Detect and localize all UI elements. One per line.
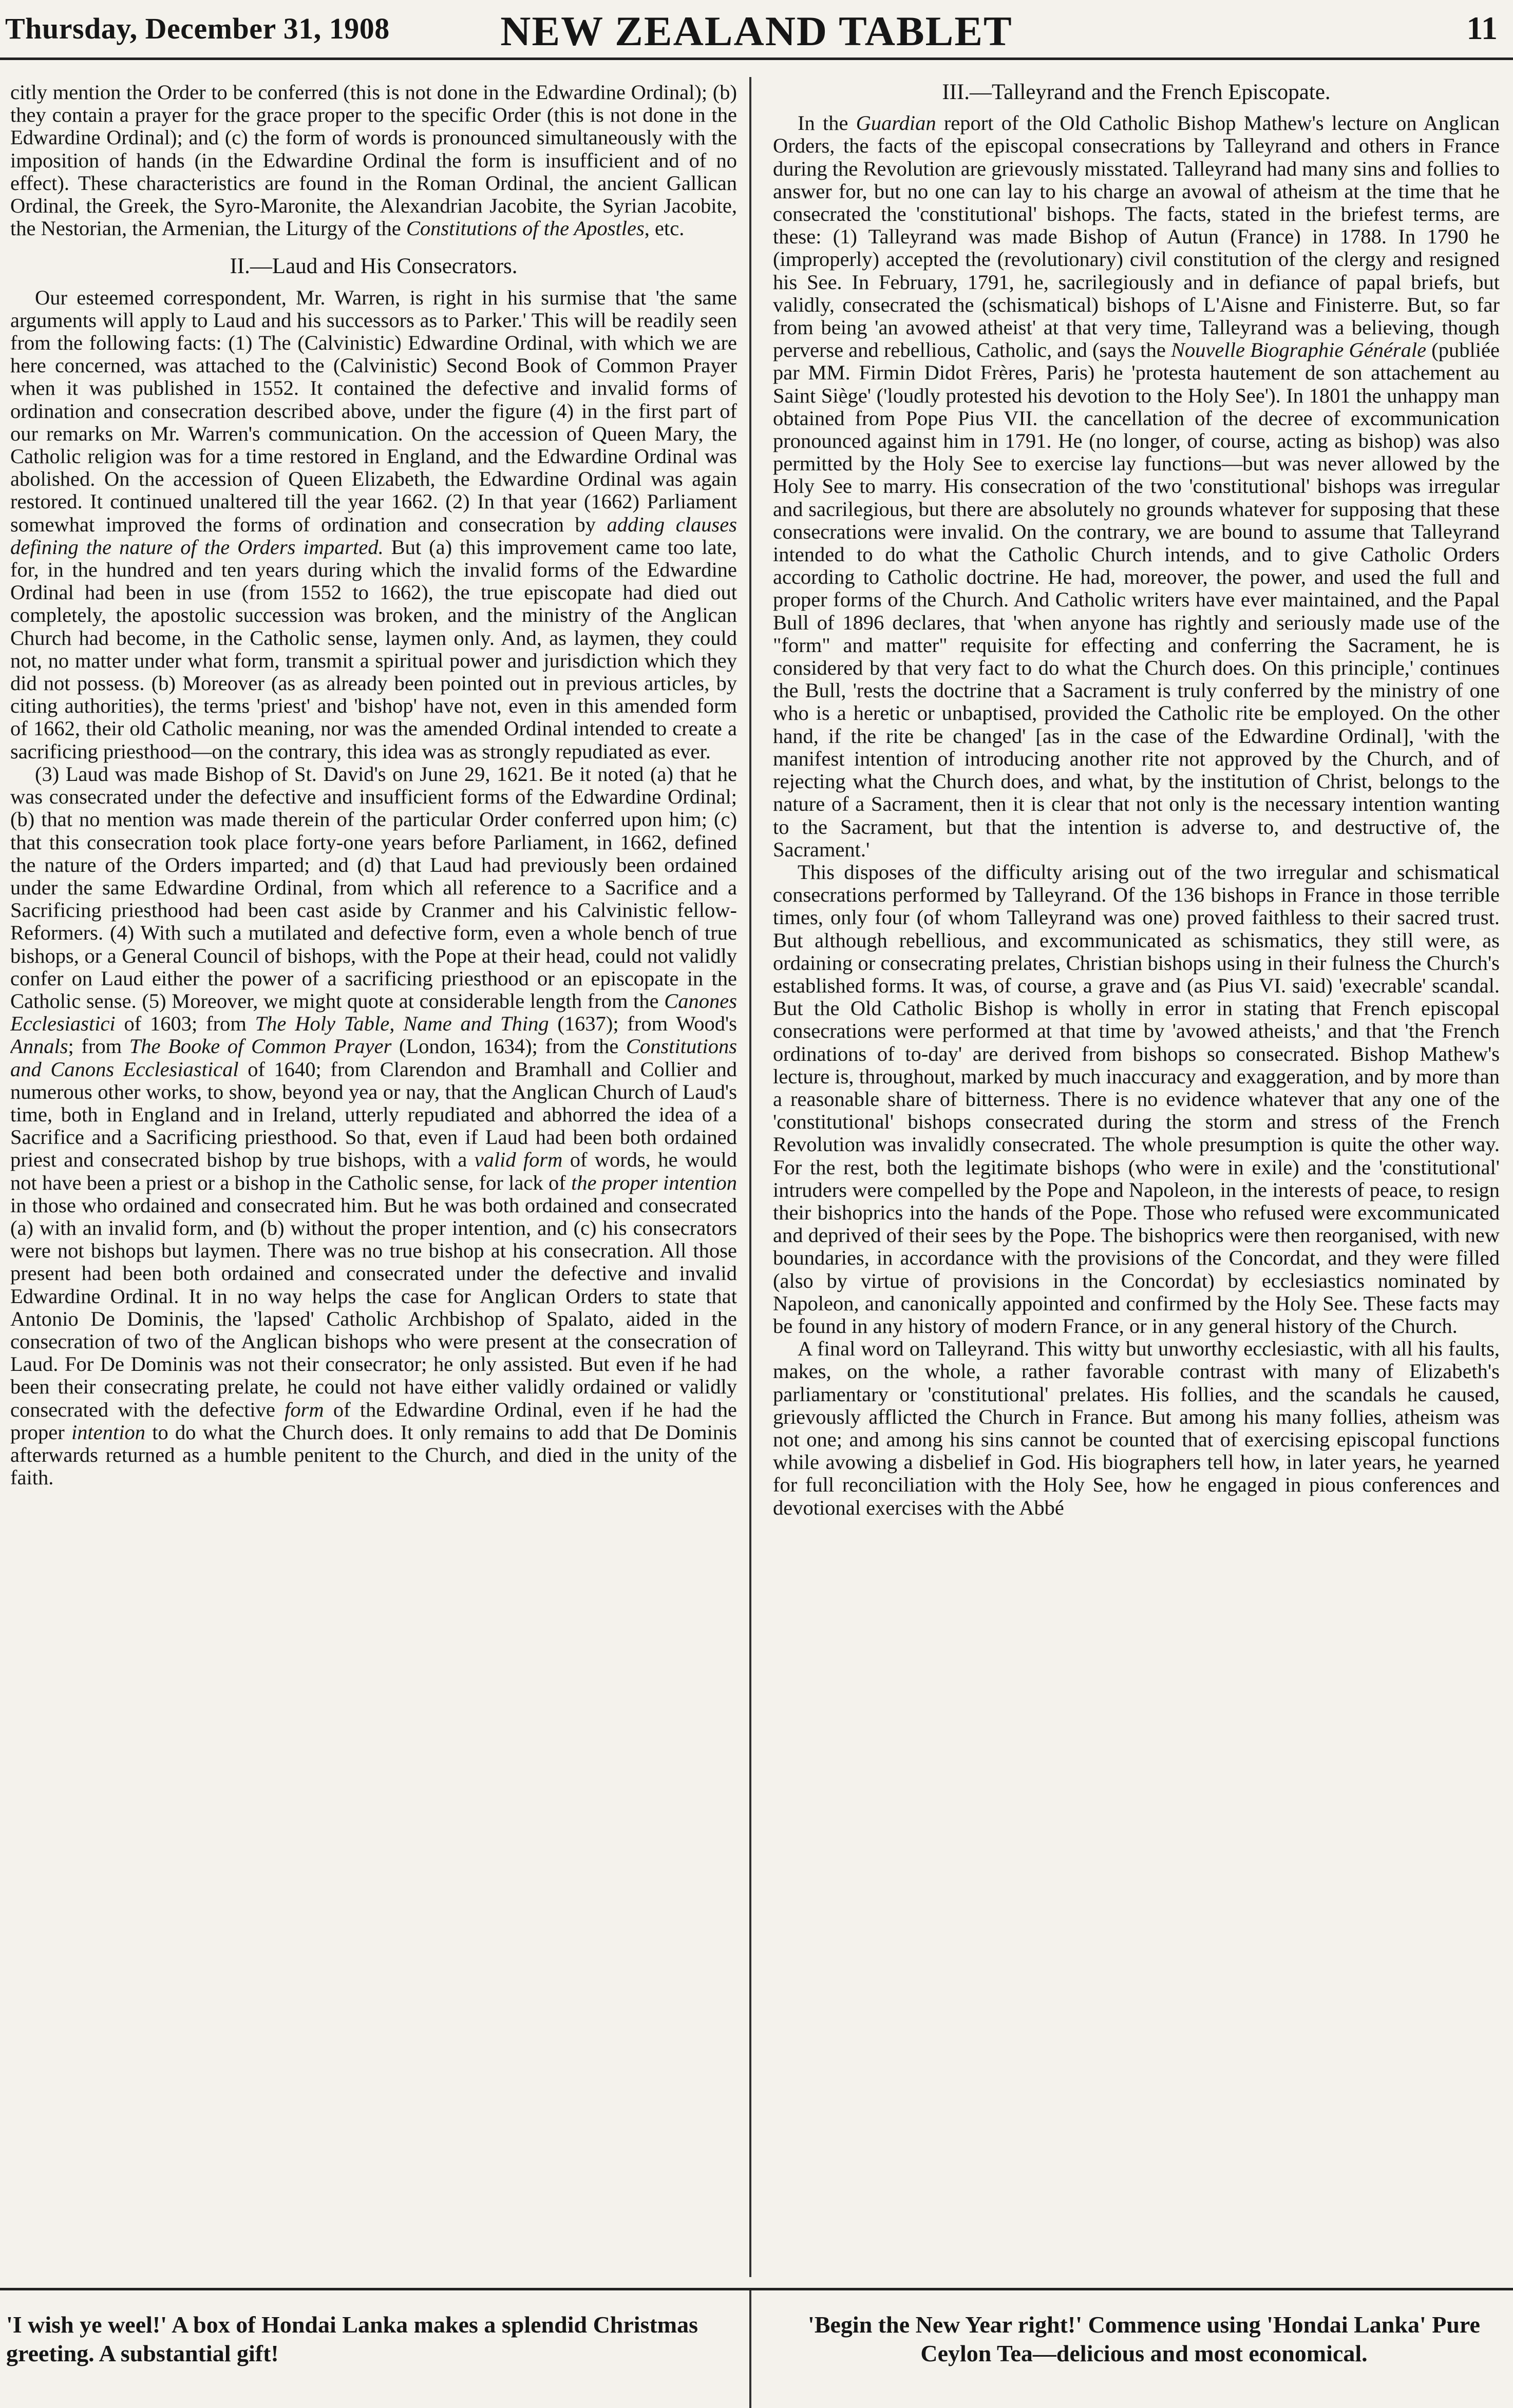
page-number: 11 [1466, 10, 1498, 46]
advert-divider [749, 2290, 751, 2408]
advert-right: 'Begin the New Year right!' Commence using 'Hondai Lanka' Pure Ceylon Tea—delicious and most economical. [808, 2311, 1480, 2366]
advert-left: 'I wish ye weel!' A box of Hondai Lanka makes a splendid Christmas greeting. A substantial gift! [6, 2311, 698, 2366]
right-column [773, 81, 1500, 2273]
masthead [0, 0, 1513, 62]
footer-rule [0, 2288, 1513, 2290]
issue-date: Thursday, December 31, 1908 [5, 12, 390, 45]
section-heading-talleyrand: III.—Talleyrand and the French Episcopate. [942, 81, 1331, 104]
newspaper-title: NEW ZEALAND TABLET [500, 8, 1013, 54]
column-divider [749, 77, 751, 2277]
right-paragraph-3: A final word on Talleyrand. This witty but unworthy ecclesiastic, with all his faults, makes, on the whole, a rather favorable contrast with many of Elizabeth's parliamentary or 'constitutional' prelates. His follies, and the scandals he caused, grievously afflicted the Church in France. But among his many follies, atheism was not one; and among his sins cannot be counted that of exercising episcopal functions while avowing a disbelief in God. His biographers tell how, in later years, he yearned for full reconciliation with the Holy See, how he engaged in pious conferences and devotional exercises with the Abbé [773, 1337, 1500, 1519]
right-paragraph-2: This disposes of the difficulty arising out of the two irregular and schismatical consecrations performed by Talleyrand. Of the 136 bishops in France in those terrible times, only four (of whom Talleyrand was one) proved faithless to their sacred trust. But although rebellious, and excommunicated as schismatics, they still were, as ordaining or consecrating prelates, Christian bishops using in their fulness the Church's established forms. It was, of course, a grave and (as Pius VI. said) 'execrable' scandal. But the Old Catholic Bishop is wholly in error in stating that French episcopal consecrations were performed at that time by 'avowed atheists,' and that 'the French ordinations of to-day' are derived from bishops so consecrated. Bishop Mathew's lecture is, throughout, marked by much inaccuracy and exaggeration, and by more than a reasonable share of bitterness. There is no evidence whatever that any one of the 'constitutional' bishops consecrated during the storm and stress of the French Revolution was invalidly consecrated. The whole presumption is quite the other way. For the rest, both the legitimate bishops (who were in exile) and the 'constitutional' intruders were compelled by the Pope and Napoleon, in the interests of peace, to resign their bishoprics into the hands of the Pope. Those who refused were excommunicated and deprived of their sees by the Pope. The bishoprics were then reorganised, with new boundaries, in accordance with the provisions of the Concordat, and they were filled (also by virtue of provisions in the Concordat) by ecclesiastics nominated by Napoleon, and canonically appointed and confirmed by the Holy See. These facts may be found in any history of modern France, or in any general history of the Church. [773, 860, 1500, 1337]
left-column [10, 81, 737, 2273]
left-paragraph-opening: citly mention the Order to be conferred (this is not done in the Edwardine Ordinal); (b) they contain a prayer for the grace proper to the specific Order (this is not done in the Edwardine Ordinal); and (c) the form of words is pronounced simultaneously with the imposition of hands (in the Edwardine Ordinal the form is insufficient and of no effect). These characteristics are found in the Roman Ordinal, the ancient Gallican Ordinal, the Greek, the Syro-Maronite, the Alexandrian Jacobite, the Syrian Jacobite, the Nestorian, the Armenian, the Liturgy of the Constitutions of the Apostles, etc. [10, 81, 737, 240]
section-heading-laud: II.—Laud and His Consecrators. [230, 254, 518, 279]
right-paragraph-1: In the Guardian report of the Old Catholic Bishop Mathew's lecture on Anglican Orders, the facts of the episcopal consecrations by Talleyrand and others in France during the Revolution are grievously misstated. Talleyrand had many sins and follies to answer for, but no one can lay to his charge an avowal of atheism at the time that he consecrated the 'constitutional' bishops. The facts, stated in the briefest terms, are these: (1) Talleyrand was made Bishop of Autun (France) in 1788. In 1790 he (improperly) accepted the (revolutionary) civil constitution of the clergy and resigned his See. In February, 1791, he, sacrilegiously and in defiance of papal briefs, but validly, consecrated the (schismatical) bishops of L'Aisne and Finisterre. But, so far from being 'an avowed atheist' at that very time, Talleyrand was a believing, though perverse and rebellious, Catholic, and (says the Nouvelle Biographie Générale (publiée par MM. Firmin Didot Frères, Paris) he 'protesta hautement de son attachement au Saint Siège' ('loudly protested his devotion to the Holy See'). In 1801 the unhappy man obtained from Pope Pius VII. the cancellation of the decree of excommunication pronounced against him in 1791. He (no longer, of course, acting as bishop) was also permitted by the Holy See to exercise lay functions—but was never allowed by the Holy See to marry. His consecration of the two 'constitutional' bishops was irregular and sacrilegious, but there are absolutely no grounds whatever for supposing that these consecrations were invalid. On the contrary, we are bound to assume that Talleyrand intended to do what the Catholic Church intends, and to give Catholic Orders according to Catholic doctrine. He had, moreover, the power, and used the full and proper forms of the Church. And Catholic writers have ever maintained, and the Papal Bull of 1896 declares, that 'when anyone has rightly and seriously made use of the "form" and matter" requisite for effecting and conferring the Sacrament, he is considered by that very fact to do what the Church does. On this principle,' continues the Bull, 'rests the doctrine that a Sacrament is truly conferred by the ministry of one who is a heretic or unbaptised, provided the Catholic rite be employed. On the other hand, if the rite be changed' [as in the case of the Edwardine Ordinal], 'with the manifest intention of introducing another rite not approved by the Church, and of rejecting what the Church does, and what, by the institution of Christ, belongs to the nature of a Sacrament, then it is clear that not only is the necessary intention wanting to the Sacrament, but that the intention is adverse to, and destructive of, the Sacrament.' [773, 111, 1500, 861]
masthead-rule [0, 58, 1513, 60]
left-paragraph-laud-1: Our esteemed correspondent, Mr. Warren, is right in his surmise that 'the same arguments will apply to Laud and his successors as to Parker.' This will be readily seen from the following facts: (1) The (Calvinistic) Edwardine Ordinal, with which we are here concerned, was attached to the (Calvinistic) Second Book of Common Prayer when it was published in 1552. It contained the defective and invalid forms of ordination and consecration described above, under the figure (4) in the first part of our remarks on Mr. Warren's communication. On the accession of Queen Mary, the Catholic religion was for a time restored in England, and the Edwardine Ordinal was abolished. On the accession of Queen Elizabeth, the Edwardine Ordinal was again restored. It continued unaltered till the year 1662. (2) In that year (1662) Parliament somewhat improved the forms of ordination and consecration by adding clauses defining the nature of the Orders imparted. But (a) this improvement came too late, for, in the hundred and ten years during which the invalid forms of the Edwardine Ordinal had been in use (from 1552 to 1662), the true episcopate had died out completely, the apostolic succession was broken, and the ministry of the Anglican Church had become, in the Catholic sense, laymen only. And, as laymen, they could not, no matter under what form, transmit a spiritual power and jurisdiction which they did not possess. (b) Moreover (as as already been pointed out in previous articles, by citing authorities), the terms 'priest' and 'bishop' have not, even in this amended form of 1662, their old Catholic meaning, nor was the amended Ordinal intended to create a sacrificing priesthood—on the contrary, this idea was as strongly repudiated as ever. [10, 285, 737, 763]
left-paragraph-laud-2: (3) Laud was made Bishop of St. David's on June 29, 1621. Be it noted (a) that he was consecrated under the defective and insufficient forms of the Edwardine Ordinal; (b) that no mention was made therein of the particular Order conferred upon him; (c) that this consecration took place forty-one years before Parliament, in 1662, defined the nature of the Orders imparted; and (d) that Laud had previously been ordained under the same Edwardine Ordinal, from which all reference to a Sacrifice and a Sacrificing priesthood had been cast aside by Cranmer and his Calvinistic fellow-Reformers. (4) With such a mutilated and defective form, even a whole bench of true bishops, or a General Council of bishops, with the Pope at their head, could not validly confer on Laud either the power of a sacrificing priesthood or an episcopate in the Catholic sense. (5) Moreover, we might quote at considerable length from the Canones Ecclesiastici of 1603; from The Holy Table, Name and Thing (1637); from Wood's Annals; from The Booke of Common Prayer (London, 1634); from the Constitutions and Canons Ecclesiastical of 1640; from Clarendon and Bramhall and Collier and numerous other works, to show, beyond yea or nay, that the Anglican Church of Laud's time, both in England and in Ireland, utterly repudiated and abhorred the idea of a Sacrifice and a Sacrificing priesthood. So that, even if Laud had been both ordained priest and consecrated bishop by true bishops, with a valid form of words, he would not have been a priest or a bishop in the Catholic sense, for lack of the proper intention in those who ordained and consecrated him. But he was both ordained and consecrated (a) with an invalid form, and (b) without the proper intention, and (c) his consecrators were not bishops but laymen. There was no true bishop at his consecration. All those present had been both ordained and consecrated under the defective and invalid Edwardine Ordinal. It in no way helps the case for Anglican Orders to state that Antonio De Dominis, the 'lapsed' Catholic Archbishop of Spalato, aided in the consecration of two of the Anglican bishops who were present at the consecration of Laud. For De Dominis was not their consecrator; he only assisted. But even if he had been their consecrating prelate, he could not have either validly ordained or validly consecrated with the defective form of the Edwardine Ordinal, even if he had the proper intention to do what the Church does. It only remains to add that De Dominis afterwards returned as a humble penitent to the Church, and died in the unity of the faith. [10, 762, 737, 1489]
